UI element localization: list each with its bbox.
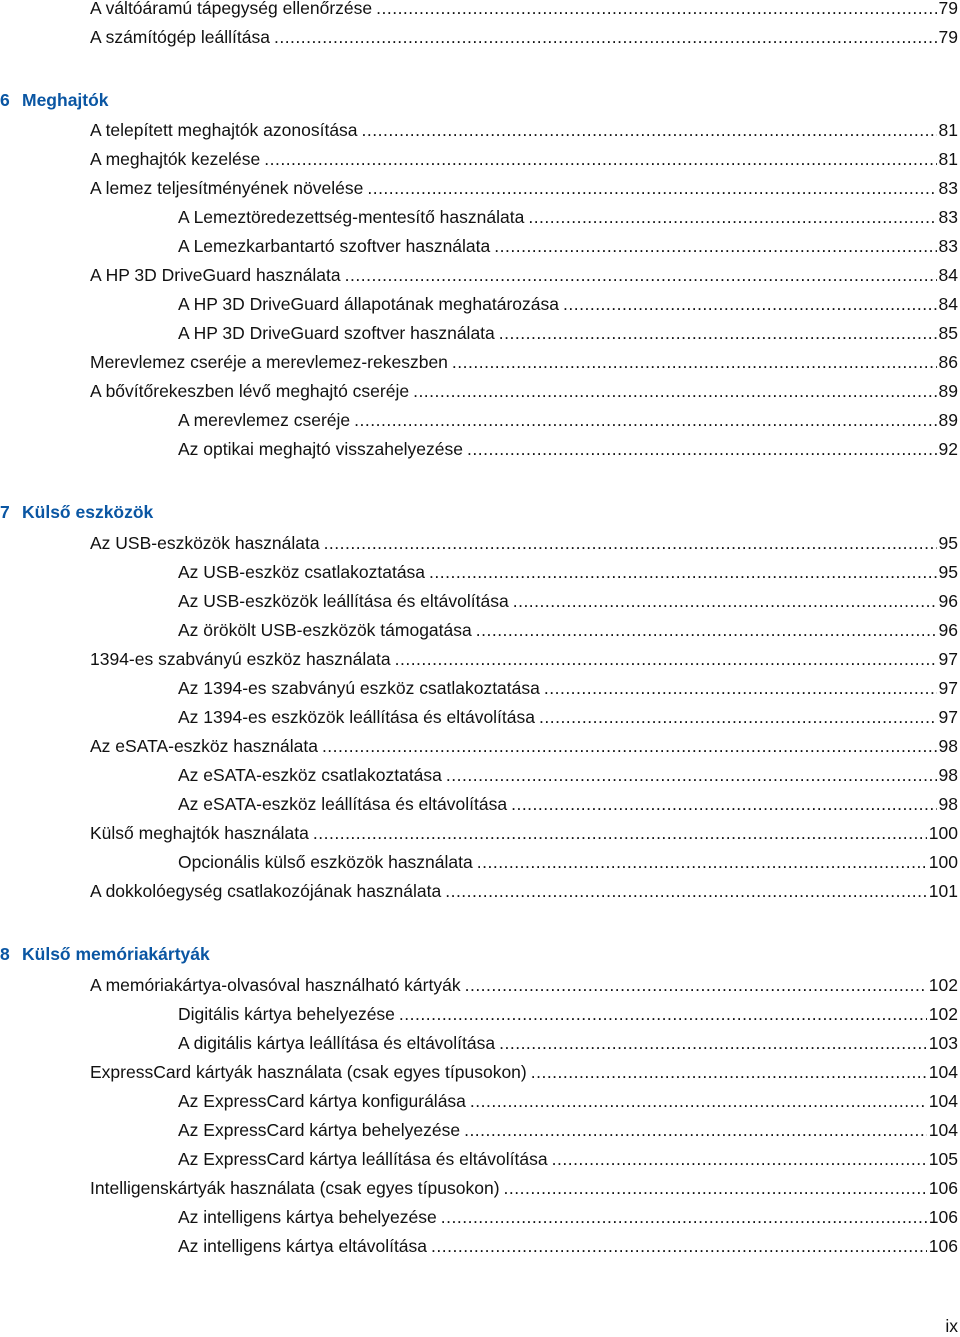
- chapter-title: Külső eszközök: [22, 502, 154, 522]
- toc-entry-title: A dokkolóegység csatlakozójának használata: [90, 881, 442, 901]
- toc-page-number: 86: [938, 352, 958, 372]
- toc-entry-title: Az eSATA-eszköz csatlakoztatása: [178, 765, 442, 785]
- toc-page-number: 83: [938, 207, 958, 227]
- dot-leader: [467, 439, 937, 459]
- dot-leader: [499, 323, 937, 343]
- toc-subentry[interactable]: [0, 558, 958, 582]
- toc-page-number: 85: [938, 323, 958, 343]
- toc-entry-title: A digitális kártya leállítása és eltávolítása: [178, 1033, 496, 1053]
- toc-page-number: 92: [938, 439, 958, 459]
- toc-entry-title: Külső meghajtók használata: [90, 823, 309, 843]
- toc-entry-title: Az USB-eszköz csatlakoztatása: [178, 562, 426, 582]
- toc-subentry[interactable]: [0, 1232, 958, 1256]
- dot-leader: [504, 1178, 927, 1198]
- toc-entry-title: A Lemezkarbantartó szoftver használata: [178, 236, 491, 256]
- toc-page-number: 104: [928, 1120, 958, 1140]
- toc-page-number: 84: [938, 294, 958, 314]
- toc-entry-title: Opcionális külső eszközök használata: [178, 852, 473, 872]
- toc-entry-title: A HP 3D DriveGuard szoftver használata: [178, 323, 495, 343]
- dot-leader: [445, 881, 927, 901]
- toc-page-number: 96: [938, 620, 958, 640]
- dot-leader: [470, 1091, 927, 1111]
- dot-leader: [354, 410, 936, 430]
- toc-entry-title: A bővítőrekeszben lévő meghajtó cseréje: [90, 381, 410, 401]
- toc-entry-title: A HP 3D DriveGuard használata: [90, 265, 341, 285]
- toc-entry-title: Az eSATA-eszköz leállítása és eltávolítása: [178, 794, 508, 814]
- toc-page-number: 96: [938, 591, 958, 611]
- toc-subentry[interactable]: [0, 1087, 958, 1111]
- dot-leader: [452, 352, 937, 372]
- toc-entry-title: 1394-es szabványú eszköz használata: [90, 649, 391, 669]
- toc-entry-title: A merevlemez cseréje: [178, 410, 351, 430]
- dot-leader: [324, 533, 937, 553]
- toc-page-number: 81: [938, 120, 958, 140]
- dot-leader: [441, 1207, 927, 1227]
- toc-entry[interactable]: [0, 174, 958, 198]
- toc-entry-title: Digitális kártya behelyezése: [178, 1004, 395, 1024]
- dot-leader: [476, 620, 937, 640]
- dot-leader: [464, 1120, 927, 1140]
- toc-page-number: 104: [928, 1091, 958, 1111]
- chapter-number: 7: [0, 502, 10, 522]
- toc-subentry[interactable]: [0, 790, 958, 814]
- toc-entry-title: Intelligenskártyák használata (csak egyes típusokon): [90, 1178, 500, 1198]
- toc-entry-title: A telepített meghajtók azonosítása: [90, 120, 358, 140]
- toc-page-number: 105: [928, 1149, 958, 1169]
- toc-entry[interactable]: [0, 732, 958, 756]
- toc-page-number: 102: [928, 975, 958, 995]
- toc-page-number: 102: [928, 1004, 958, 1024]
- toc-entry-title: Az intelligens kártya eltávolítása: [178, 1236, 428, 1256]
- toc-entry-title: ExpressCard kártyák használata (csak egyes típusokon): [90, 1062, 527, 1082]
- toc-entry-title: A számítógép leállítása: [90, 27, 270, 47]
- toc-entry[interactable]: [0, 529, 958, 553]
- dot-leader: [511, 794, 936, 814]
- dot-leader: [513, 591, 937, 611]
- toc-page-number: 97: [938, 707, 958, 727]
- toc-entry[interactable]: [0, 348, 958, 372]
- dot-leader: [376, 0, 936, 18]
- toc-subentry[interactable]: [0, 587, 958, 611]
- dot-leader: [322, 736, 937, 756]
- toc-entry-title: A HP 3D DriveGuard állapotának meghatározása: [178, 294, 560, 314]
- dot-leader: [499, 1033, 927, 1053]
- dot-leader: [395, 649, 937, 669]
- dot-leader: [563, 294, 937, 314]
- page-number: ix: [945, 1316, 958, 1336]
- toc-entry-title: Az 1394-es eszközök leállítása és eltávolítása: [178, 707, 535, 727]
- toc-entry-title: Az ExpressCard kártya leállítása és eltávolítása: [178, 1149, 548, 1169]
- toc-page-number: 98: [938, 736, 958, 756]
- dot-leader: [274, 27, 937, 47]
- toc-entry[interactable]: [0, 1058, 958, 1082]
- toc-entry[interactable]: [0, 23, 958, 47]
- toc-entry[interactable]: [0, 377, 958, 401]
- toc-page-number: 79: [938, 0, 958, 18]
- dot-leader: [413, 381, 936, 401]
- toc-entry-title: Az örökölt USB-eszközök támogatása: [178, 620, 472, 640]
- toc-entry-title: Az eSATA-eszköz használata: [90, 736, 318, 756]
- toc-entry[interactable]: [0, 261, 958, 285]
- toc-subentry[interactable]: [0, 319, 958, 343]
- toc-entry-title: Az intelligens kártya behelyezése: [178, 1207, 437, 1227]
- chapter-number: 6: [0, 90, 10, 110]
- toc-subentry[interactable]: [0, 674, 958, 698]
- toc-entry-title: Az optikai meghajtó visszahelyezése: [178, 439, 464, 459]
- chapter-number: 8: [0, 944, 10, 964]
- dot-leader: [544, 678, 937, 698]
- toc-page-number: 106: [928, 1236, 958, 1256]
- chapter-title: Külső memóriakártyák: [22, 944, 210, 964]
- toc-subentry[interactable]: [0, 1000, 958, 1024]
- toc-page-number: 84: [938, 265, 958, 285]
- dot-leader: [552, 1149, 927, 1169]
- toc-chapter-heading[interactable]: [0, 86, 958, 110]
- toc-entry-title: Az USB-eszközök leállítása és eltávolítása: [178, 591, 509, 611]
- dot-leader: [465, 975, 927, 995]
- dot-leader: [345, 265, 937, 285]
- dot-leader: [477, 852, 927, 872]
- toc-page-number: 95: [938, 533, 958, 553]
- toc-subentry[interactable]: [0, 761, 958, 785]
- toc-entry-title: Az ExpressCard kártya behelyezése: [178, 1120, 461, 1140]
- toc-page-number: 98: [938, 765, 958, 785]
- dot-leader: [367, 178, 936, 198]
- toc-page-number: 97: [938, 678, 958, 698]
- dot-leader: [539, 707, 937, 727]
- dot-leader: [531, 1062, 927, 1082]
- toc-subentry[interactable]: [0, 232, 958, 256]
- toc-entry-title: Az USB-eszközök használata: [90, 533, 320, 553]
- toc-subentry[interactable]: [0, 703, 958, 727]
- dot-leader: [429, 562, 936, 582]
- toc-chapter-heading[interactable]: [0, 498, 958, 522]
- toc-subentry[interactable]: [0, 406, 958, 430]
- toc-subentry[interactable]: [0, 848, 958, 872]
- dot-leader: [494, 236, 936, 256]
- toc-subentry[interactable]: [0, 203, 958, 227]
- toc-entry[interactable]: [0, 819, 958, 843]
- dot-leader: [399, 1004, 927, 1024]
- toc-subentry[interactable]: [0, 1203, 958, 1227]
- toc-entry[interactable]: [0, 145, 958, 169]
- toc-entry[interactable]: [0, 116, 958, 140]
- toc-page-number: 100: [928, 823, 958, 843]
- toc-entry-title: A memóriakártya-olvasóval használható kártyák: [90, 975, 461, 995]
- toc-entry[interactable]: [0, 971, 958, 995]
- toc-entry-title: A váltóáramú tápegység ellenőrzése: [90, 0, 373, 18]
- toc-entry-title: Az ExpressCard kártya konfigurálása: [178, 1091, 466, 1111]
- toc-page-number: 89: [938, 381, 958, 401]
- toc-chapter-heading[interactable]: [0, 940, 958, 964]
- toc-page-number: 103: [928, 1033, 958, 1053]
- toc-subentry[interactable]: [0, 1145, 958, 1169]
- toc-page-number: 97: [938, 649, 958, 669]
- toc-subentry[interactable]: [0, 290, 958, 314]
- toc-page-number: 83: [938, 178, 958, 198]
- toc-page-number: 89: [938, 410, 958, 430]
- toc-entry-title: A lemez teljesítményének növelése: [90, 178, 364, 198]
- toc-page-number: 101: [928, 881, 958, 901]
- toc-page-number: 100: [928, 852, 958, 872]
- dot-leader: [313, 823, 927, 843]
- toc-page-number: 106: [928, 1178, 958, 1198]
- toc-entry-title: Az 1394-es szabványú eszköz csatlakoztatása: [178, 678, 540, 698]
- toc-entry-title: A Lemeztöredezettség-mentesítő használata: [178, 207, 525, 227]
- dot-leader: [362, 120, 937, 140]
- dot-leader: [431, 1236, 927, 1256]
- toc-page-number: 98: [938, 794, 958, 814]
- toc-entry[interactable]: [0, 0, 958, 18]
- dot-leader: [528, 207, 936, 227]
- dot-leader: [446, 765, 937, 785]
- chapter-title: Meghajtók: [22, 90, 109, 110]
- toc-entry[interactable]: [0, 1174, 958, 1198]
- toc-page-number: 81: [938, 149, 958, 169]
- toc-entry[interactable]: [0, 877, 958, 901]
- dot-leader: [264, 149, 936, 169]
- toc-subentry[interactable]: [0, 435, 958, 459]
- toc-subentry[interactable]: [0, 1029, 958, 1053]
- toc-entry[interactable]: [0, 645, 958, 669]
- toc-subentry[interactable]: [0, 616, 958, 640]
- toc-page-number: 95: [938, 562, 958, 582]
- toc-page-number: 79: [938, 27, 958, 47]
- toc-page-number: 104: [928, 1062, 958, 1082]
- toc-page-number: 83: [938, 236, 958, 256]
- toc-page-number: 106: [928, 1207, 958, 1227]
- toc-entry-title: Merevlemez cseréje a merevlemez-rekeszben: [90, 352, 448, 372]
- toc-entry-title: A meghajtók kezelése: [90, 149, 261, 169]
- toc-subentry[interactable]: [0, 1116, 958, 1140]
